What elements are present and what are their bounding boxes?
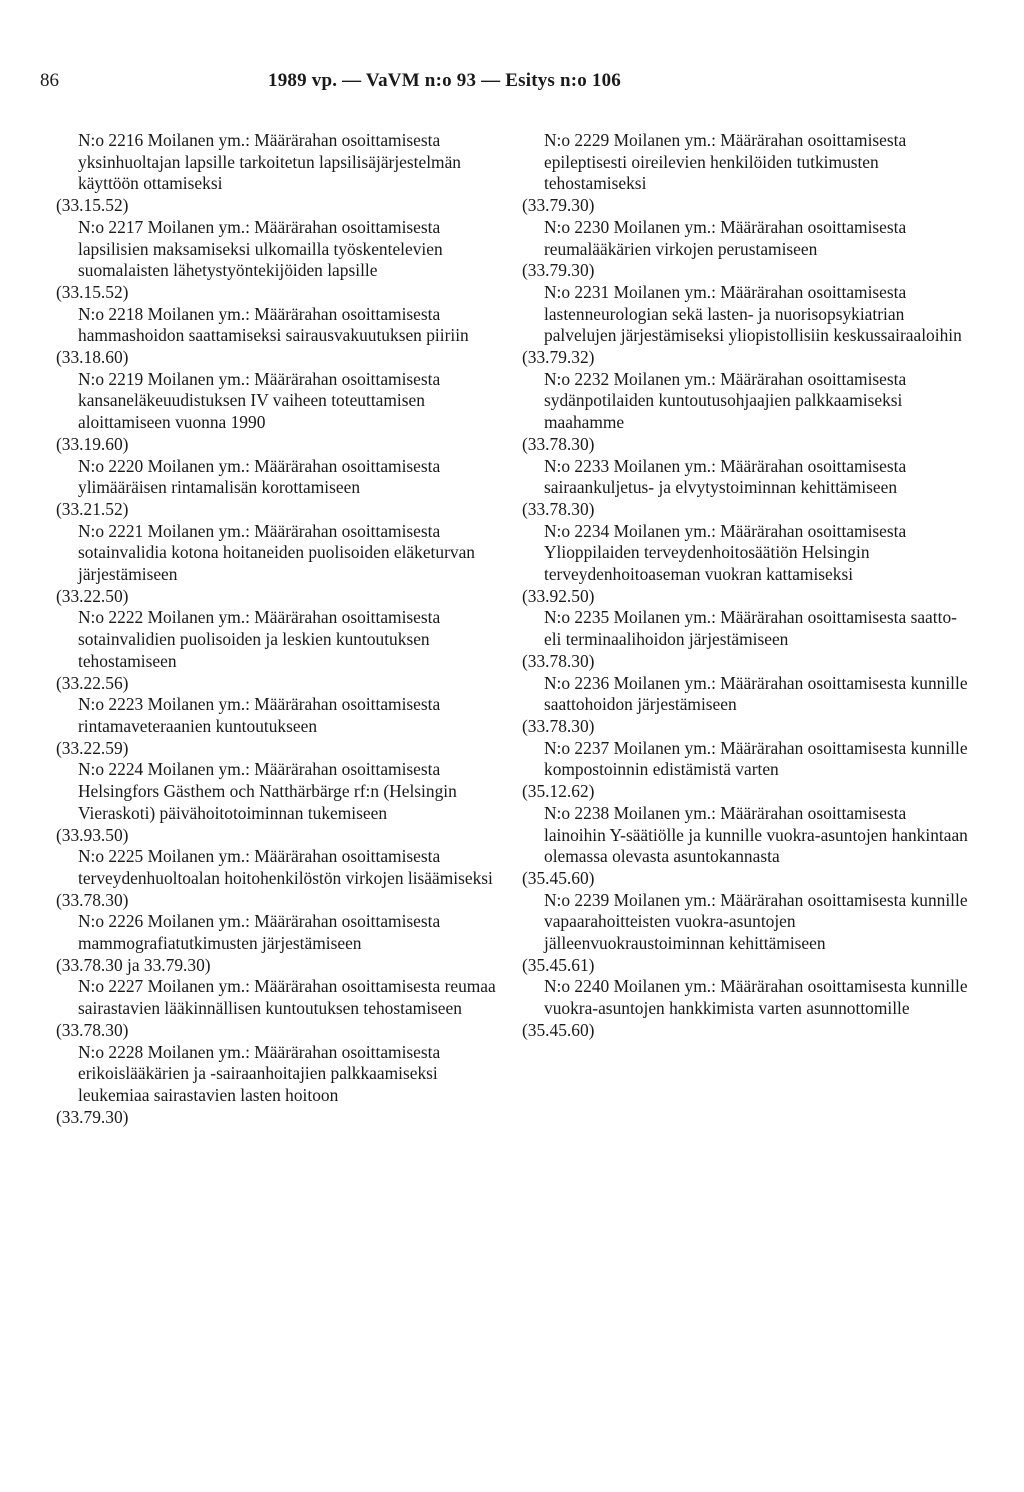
page-header [40,70,984,100]
entry-code: (33.79.30) [522,260,595,281]
entry-code: (33.79.32) [522,347,595,368]
list-item [56,911,502,976]
list-item [522,803,968,890]
entry-code: (33.78.30) [522,715,595,736]
entry-code: (33.78.30) [522,650,595,671]
entry-text: N:o 2234 Moilanen ym.: Määrärahan osoittamisesta Ylioppilaiden terveydenhoitosäätiön Helsingin terveydenhoitoaseman vuokran kattamiseksi [544,520,907,585]
entry-text: N:o 2239 Moilanen ym.: Määrärahan osoittamisesta kunnille vapaarahoitteisten vuokra-asuntojen jälleenvuokraustoiminnan kehittämiseen [544,889,968,954]
entry-code: (33.78.30) [522,433,595,454]
entry-code: (33.19.60) [56,433,129,454]
entry-text: N:o 2231 Moilanen ym.: Määrärahan osoittamisesta lastenneurologian sekä lasten- ja nuorisopsykiatrian palvelujen järjestämiseksi yliopistollisiin keskussairaaloihin [544,281,962,346]
entry-text: N:o 2219 Moilanen ym.: Määrärahan osoittamisesta kansaneläkeuudistuksen IV vaiheen toteuttamisen aloittamiseen vuonna 1990 [78,368,441,433]
entry-code: (35.12.62) [522,781,595,802]
list-item [522,521,968,608]
entry-text: N:o 2235 Moilanen ym.: Määrärahan osoittamisesta saatto- eli terminaalihoidon järjestämiseen [544,607,957,650]
entry-text: N:o 2230 Moilanen ym.: Määrärahan osoittamisesta reumalääkärien virkojen perustamiseen [544,216,907,259]
list-item [522,738,968,803]
entry-code: (33.15.52) [56,281,129,302]
entry-code: (33.18.60) [56,347,129,368]
list-item [56,130,502,217]
entry-text: N:o 2227 Moilanen ym.: Määrärahan osoittamisesta reumaa sairastavien lääkinnällisen kuntoutuksen tehostamiseen [78,976,496,1019]
list-item [56,521,502,608]
entry-text: N:o 2229 Moilanen ym.: Määrärahan osoittamisesta epileptisesti oireilevien henkilöiden tutkimusten tehostamiseksi [544,130,907,194]
list-item [56,304,502,369]
list-item [522,130,968,217]
entry-text: N:o 2220 Moilanen ym.: Määrärahan osoittamisesta ylimääräisen rintamalisän korottamiseen [78,455,441,498]
list-item [56,976,502,1041]
list-item [56,217,502,304]
entry-text: N:o 2221 Moilanen ym.: Määrärahan osoittamisesta sotainvalidia kotona hoitaneiden puolisoiden eläketurvan järjestämiseen [78,520,475,585]
entry-text: N:o 2237 Moilanen ym.: Määrärahan osoittamisesta kunnille kompostoinnin edistämistä varten [544,737,968,780]
entry-code: (35.45.61) [522,954,595,975]
entry-code: (33.92.50) [522,585,595,606]
entry-text: N:o 2218 Moilanen ym.: Määrärahan osoittamisesta hammashoidon saattamiseksi sairausvakuutuksen piiriin [78,303,469,346]
entry-text: N:o 2233 Moilanen ym.: Määrärahan osoittamisesta sairaankuljetus- ja elvytystoiminnan kehittämiseen [544,455,907,498]
list-item [522,976,968,1041]
entry-code: (33.78.30) [522,498,595,519]
entry-code: (33.22.59) [56,737,129,758]
list-item [522,456,968,521]
entry-code: (33.79.30) [56,1106,129,1127]
entry-code: (33.78.30) [56,889,129,910]
entry-text: N:o 2226 Moilanen ym.: Määrärahan osoittamisesta mammografiatutkimusten järjestämiseen [78,911,441,954]
entry-text: N:o 2222 Moilanen ym.: Määrärahan osoittamisesta sotainvalidien puolisoiden ja leskien kuntoutuksen tehostamiseen [78,607,441,671]
list-item [522,217,968,282]
entry-text: N:o 2224 Moilanen ym.: Määrärahan osoittamisesta Helsingfors Gästhem och Natthärbärge rf:n (Helsingin Vieraskoti) päivähoitotoiminnan tukemiseen [78,759,457,823]
entry-code: (33.93.50) [56,824,129,845]
entry-text: N:o 2216 Moilanen ym.: Määrärahan osoittamisesta yksinhuoltajan lapsille tarkoitetun lapsilisäjärjestelmän käyttöön ottamiseksi [78,130,461,194]
list-item [522,607,968,672]
list-item [56,607,502,694]
entry-text: N:o 2225 Moilanen ym.: Määrärahan osoittamisesta terveydenhuoltoalan hoitohenkilöstön virkojen lisäämiseksi [78,846,493,888]
right-column [522,130,968,1042]
list-item [56,456,502,521]
entry-code: (35.45.60) [522,1019,595,1040]
entry-text: N:o 2232 Moilanen ym.: Määrärahan osoittamisesta sydänpotilaiden kuntoutusohjaajien palkkaamiseksi maahamme [544,368,907,433]
list-item [522,673,968,738]
entry-code: (33.78.30 ja 33.79.30) [56,954,211,975]
entry-code: (33.22.56) [56,672,129,693]
entry-code: (35.45.60) [522,867,595,888]
entry-text: N:o 2228 Moilanen ym.: Määrärahan osoittamisesta erikoislääkärien ja -sairaanhoitajien palkkaamiseksi leukemiaa sairastavien lasten hoitoon [78,1041,441,1105]
list-item [522,890,968,977]
left-column [56,130,502,1128]
entry-code: (33.79.30) [522,195,595,216]
entry-text: N:o 2240 Moilanen ym.: Määrärahan osoittamisesta kunnille vuokra-asuntojen hankkimista varten asunnottomille [544,976,968,1019]
entry-text: N:o 2223 Moilanen ym.: Määrärahan osoittamisesta rintamaveteraanien kuntoutukseen [78,694,441,736]
list-item [522,369,968,456]
entry-code: (33.78.30) [56,1019,129,1040]
list-item [56,369,502,456]
running-head: 1989 vp. — VaVM n:o 93 — Esitys n:o 106 [268,70,622,91]
list-item [56,759,502,846]
entry-code: (33.21.52) [56,498,129,519]
list-item [56,1042,502,1129]
page-number: 86 [40,70,59,91]
list-item [522,282,968,369]
entry-text: N:o 2236 Moilanen ym.: Määrärahan osoittamisesta kunnille saattohoidon järjestämiseen [544,672,968,715]
entry-text: N:o 2238 Moilanen ym.: Määrärahan osoittamisesta lainoihin Y-säätiölle ja kunnille vuokra-asuntojen hankintaan olemassa olevasta asuntokannasta [544,802,968,867]
entry-text: N:o 2217 Moilanen ym.: Määrärahan osoittamisesta lapsilisien maksamiseksi ulkomailla työskentelevien suomalaisten lähetystyöntekijöiden lapsille [78,216,443,281]
entry-code: (33.15.52) [56,195,129,216]
list-item [56,846,502,911]
list-item [56,694,502,759]
entry-code: (33.22.50) [56,585,129,606]
